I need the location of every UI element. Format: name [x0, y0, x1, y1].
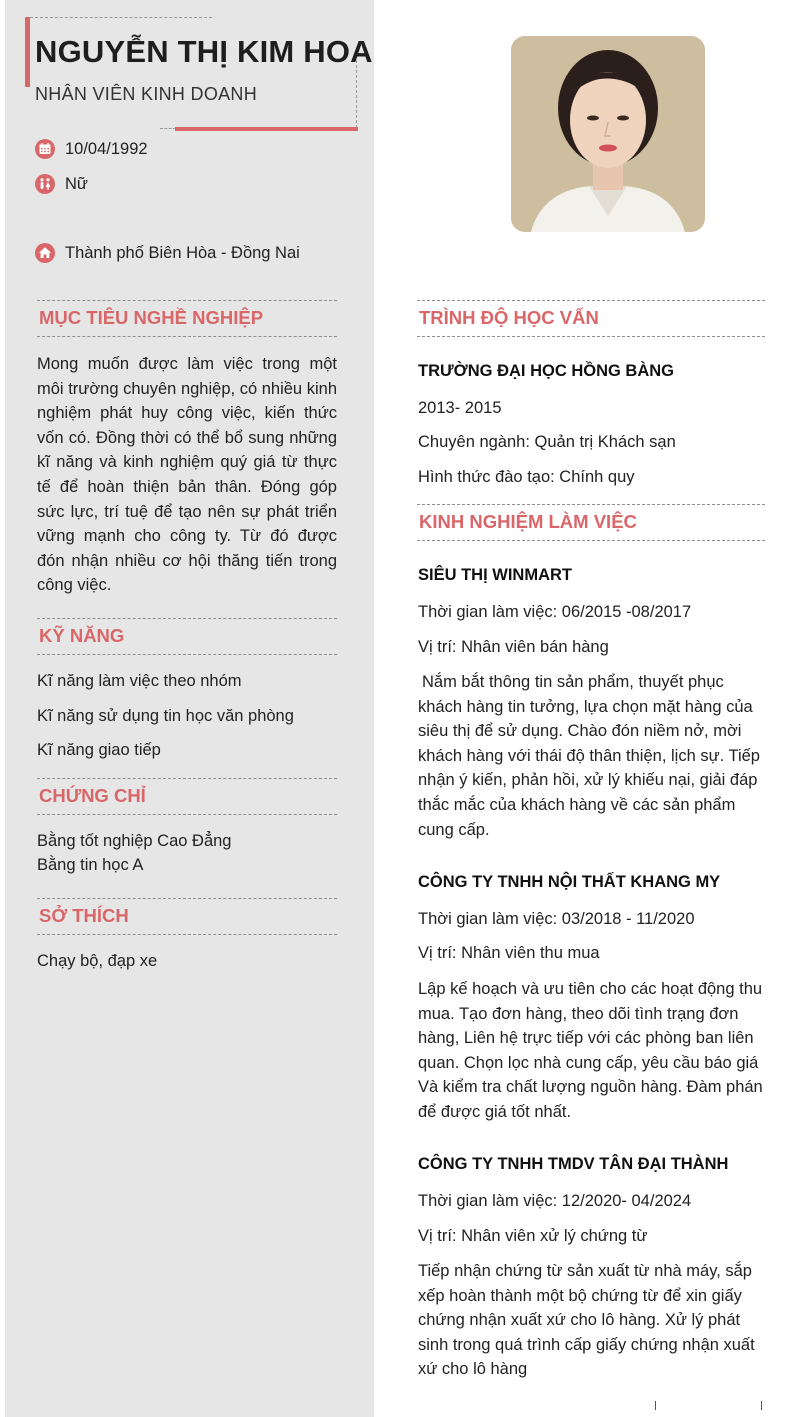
- job-description: Tiếp nhận chứng từ sản xuất từ nhà máy, sắp xếp hoàn thành một bộ chứng từ để xin giấy chứng nhận xuất xứ cho lô hàng. Xử lý phát sinh trong quá trình cấp giấy chứng nhận xuất xứ cho lô hàng: [418, 1262, 755, 1379]
- birthday-text: 10/04/1992: [65, 139, 148, 158]
- name-frame-top: [30, 17, 212, 18]
- job-position: Vị trí: Nhân viên bán hàng: [418, 638, 609, 656]
- hobbies-heading: SỞ THÍCH: [39, 905, 129, 926]
- profile-photo: [511, 36, 705, 232]
- education-heading: TRÌNH ĐỘ HỌC VẤN: [419, 307, 599, 328]
- calendar-icon: [35, 139, 55, 159]
- page-edge-mark: [655, 1401, 656, 1410]
- certificates-list: [37, 829, 347, 877]
- certificate-item: Bằng tốt nghiệp Cao Đẳng: [37, 832, 232, 850]
- certificate-item: Bằng tin học A: [37, 856, 144, 874]
- job-period: Thời gian làm việc: 06/2015 -08/2017: [418, 603, 692, 621]
- experience-heading: KINH NGHIỆM LÀM VIỆC: [419, 511, 637, 532]
- certificates-heading: CHỨNG CHỈ: [39, 785, 146, 806]
- gender-icon: [35, 174, 55, 194]
- skills-section-header: [37, 618, 337, 655]
- gender-text: Nữ: [65, 174, 88, 193]
- school-name: TRƯỜNG ĐẠI HỌC HỒNG BÀNG: [418, 362, 675, 380]
- job-period: Thời gian làm việc: 12/2020- 04/2024: [418, 1192, 692, 1210]
- skills-heading: KỸ NĂNG: [39, 625, 125, 646]
- name-frame-bottom: [160, 128, 176, 129]
- address-text: Thành phố Biên Hòa - Đồng Nai: [65, 243, 300, 262]
- education-major: Chuyên ngành: Quản trị Khách sạn: [418, 433, 676, 451]
- job-description: Nắm bắt thông tin sản phẩm, thuyết phục khách hàng tin tưởng, lựa chọn mặt hàng của siêu thị để sử dụng. Chào đón niềm nở, mời khách hàng với thái độ thân thiện, lịch sự. Tiếp nhận ý kiến, phản hồi, xử lý khiếu nại, giải đáp thắc mắc của khách hàng về các sản phẩm cung cấp.: [418, 673, 760, 839]
- education-years: 2013- 2015: [418, 399, 502, 417]
- home-icon: [35, 243, 55, 263]
- address-row: [35, 243, 300, 263]
- job-period: Thời gian làm việc: 03/2018 - 11/2020: [418, 910, 695, 928]
- name-frame-right: [356, 60, 357, 128]
- objective-heading: MỤC TIÊU NGHỀ NGHIỆP: [39, 307, 264, 328]
- education-section-header: [417, 300, 765, 337]
- experience-section-header: [417, 504, 765, 541]
- skills-list: [37, 669, 347, 773]
- education-mode: Hình thức đào tạo: Chính quy: [418, 468, 635, 486]
- gender-row: [35, 174, 88, 194]
- objective-section-header: [37, 300, 337, 337]
- job-company: CÔNG TY TNHH NỘI THẤT KHANG MY: [418, 873, 721, 891]
- job-title: NHÂN VIÊN KINH DOANH: [35, 84, 258, 104]
- certificates-section-header: [37, 778, 337, 815]
- job-company: SIÊU THỊ WINMART: [418, 566, 572, 584]
- job-position: Vị trí: Nhân viên xử lý chứng từ: [418, 1227, 648, 1245]
- job-description: Lập kế hoạch và ưu tiên cho các hoạt động thu mua. Tạo đơn hàng, theo dõi tình trạng đơn hàng, Liên hệ trực tiếp với các phòng ban liên quan. Chọn lọc nhà cung cấp, yêu cầu báo giá Và kiểm tra chất lượng nguồn hàng. Đàm phán để được giá tốt nhất.: [418, 980, 763, 1121]
- skill-item: Kĩ năng làm việc theo nhóm: [37, 672, 242, 690]
- full-name: NGUYỄN THỊ KIM HOA: [35, 34, 373, 69]
- name-accent-underline: [175, 127, 358, 131]
- birthday-row: [35, 139, 148, 159]
- job-position: Vị trí: Nhân viên thu mua: [418, 944, 600, 962]
- hobbies-text: Chạy bộ, đạp xe: [37, 952, 158, 970]
- objective-text: Mong muốn được làm việc trong một môi trường chuyên nghiệp, có nhiều kinh nghiệm phát huy công việc, kiến thức vốn có. Đồng thời có thể bổ sung những kĩ năng và kinh nghiệm quý giá từ thực tế để hoàn thiện bản thân. Đóng góp sức lực, trí tuệ để tạo nên sự phát triển vững mạnh cho công ty. Từ đó được đón nhận nhiều cơ hội thăng tiến trong công việc.: [37, 355, 337, 595]
- skill-item: Kĩ năng sử dụng tin học văn phòng: [37, 706, 294, 725]
- job-company: CÔNG TY TNHH TMDV TÂN ĐẠI THÀNH: [418, 1155, 729, 1173]
- page-edge-mark: [761, 1401, 762, 1410]
- hobbies-section-header: [37, 898, 337, 935]
- name-accent-bar: [25, 17, 30, 87]
- skill-item: Kĩ năng giao tiếp: [37, 741, 161, 759]
